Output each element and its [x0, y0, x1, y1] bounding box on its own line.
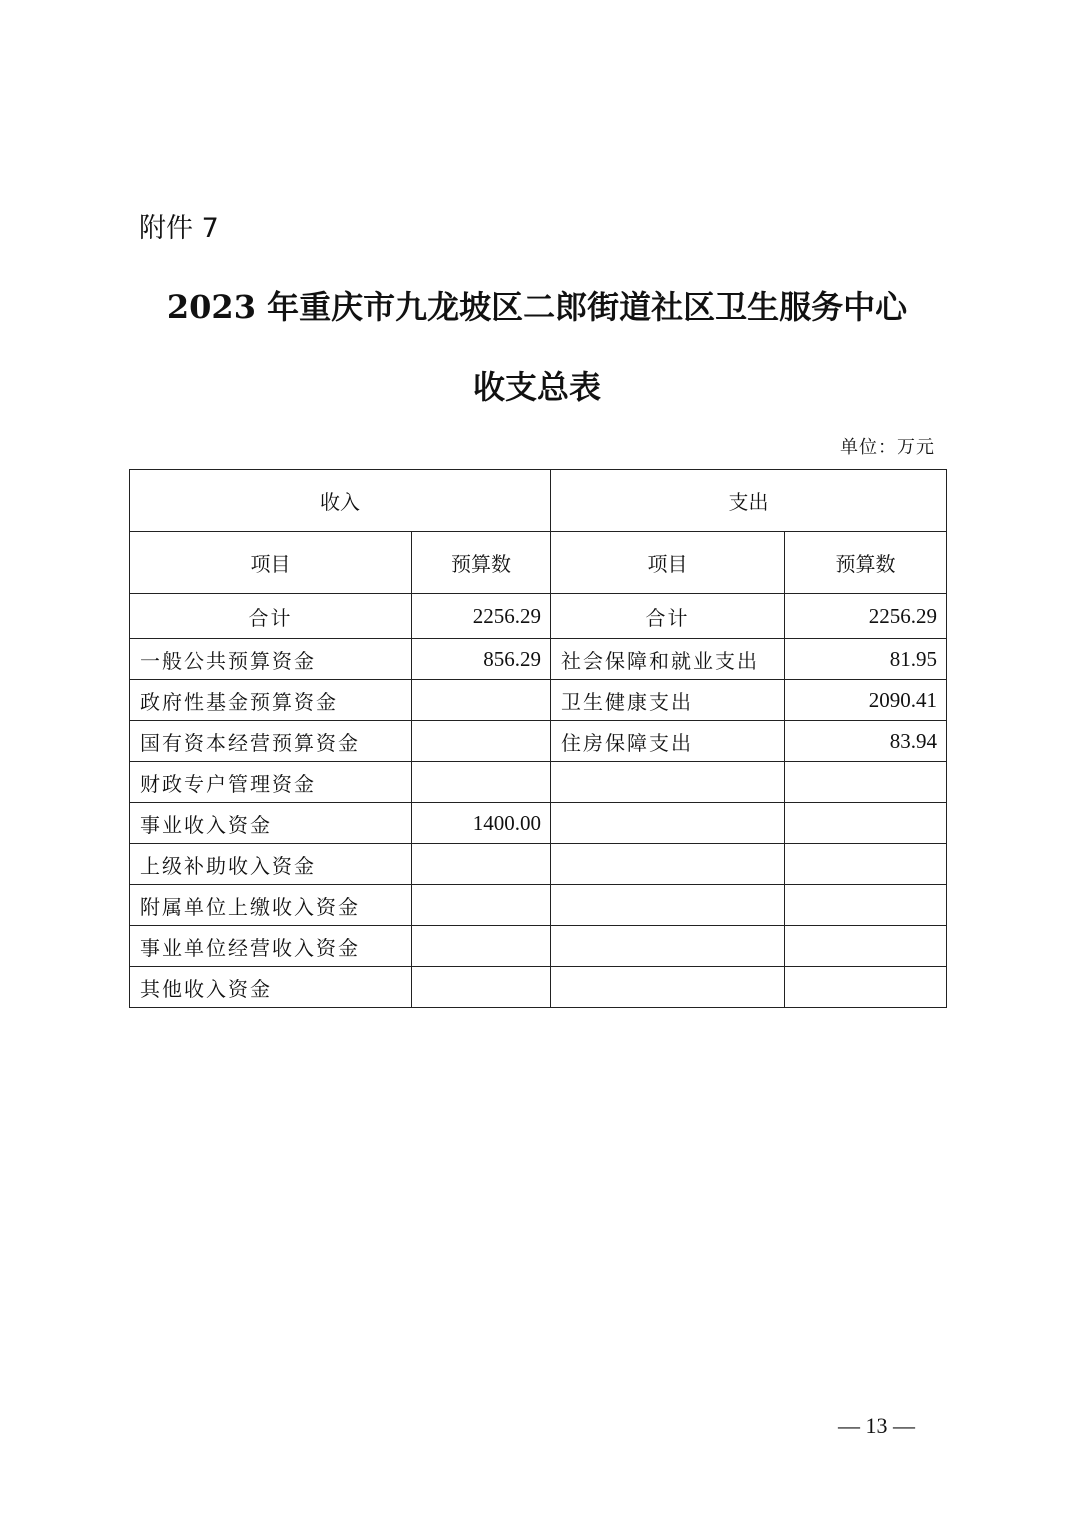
income-item-value	[412, 885, 551, 926]
expense-item-value	[785, 844, 947, 885]
table-row	[130, 926, 947, 967]
unit-label: 单位：万元	[840, 437, 935, 458]
expense-item-value	[785, 803, 947, 844]
expense-item-label	[551, 885, 785, 926]
expense-total-value: 2256.29	[785, 594, 947, 639]
expense-total-label: 合计	[551, 594, 785, 639]
expense-item-value	[785, 926, 947, 967]
expense-item-label	[551, 967, 785, 1008]
income-item-label: 国有资本经营预算资金	[130, 721, 412, 762]
income-item-value	[412, 721, 551, 762]
table-row	[130, 967, 947, 1008]
expense-budget-header: 预算数	[785, 532, 947, 594]
expense-item-value	[785, 967, 947, 1008]
section-header-row	[130, 470, 947, 532]
expense-item-value: 83.94	[785, 721, 947, 762]
income-item-value	[412, 680, 551, 721]
table-row	[130, 639, 947, 680]
income-item-label: 上级补助收入资金	[130, 844, 412, 885]
income-item-label: 一般公共预算资金	[130, 639, 412, 680]
income-item-value	[412, 844, 551, 885]
income-item-value: 856.29	[412, 639, 551, 680]
income-item-label: 事业单位经营收入资金	[130, 926, 412, 967]
table-row	[130, 803, 947, 844]
income-item-value	[412, 926, 551, 967]
income-total-label: 合计	[130, 594, 412, 639]
expense-item-value	[785, 885, 947, 926]
table-row	[130, 680, 947, 721]
page-number: — 13 —	[838, 1413, 915, 1438]
income-total-value: 2256.29	[412, 594, 551, 639]
expense-item-header: 项目	[551, 532, 785, 594]
income-item-label: 政府性基金预算资金	[130, 680, 412, 721]
table-row	[130, 721, 947, 762]
column-header-row	[130, 532, 947, 594]
income-expense-table	[129, 469, 947, 1008]
expense-item-value	[785, 762, 947, 803]
expense-item-label	[551, 844, 785, 885]
table-row	[130, 844, 947, 885]
table-row	[130, 762, 947, 803]
table-body	[130, 470, 947, 1008]
income-header: 收入	[130, 470, 551, 532]
expense-item-label: 社会保障和就业支出	[551, 639, 785, 680]
table-row	[130, 885, 947, 926]
income-item-value	[412, 967, 551, 1008]
income-item-header: 项目	[130, 532, 412, 594]
document-subtitle: 收支总表	[472, 368, 601, 406]
income-item-value	[412, 762, 551, 803]
expense-item-label	[551, 926, 785, 967]
income-budget-header: 预算数	[412, 532, 551, 594]
document-title: 2023 年重庆市九龙坡区二郎街道社区卫生服务中心	[166, 288, 908, 326]
expense-item-label: 住房保障支出	[551, 721, 785, 762]
income-item-label: 其他收入资金	[130, 967, 412, 1008]
expense-item-value: 2090.41	[785, 680, 947, 721]
income-item-label: 事业收入资金	[130, 803, 412, 844]
expense-header: 支出	[551, 470, 947, 532]
expense-item-value: 81.95	[785, 639, 947, 680]
expense-item-label: 卫生健康支出	[551, 680, 785, 721]
total-row	[130, 594, 947, 639]
income-item-label: 财政专户管理资金	[130, 762, 412, 803]
expense-item-label	[551, 803, 785, 844]
expense-item-label	[551, 762, 785, 803]
attachment-label: 附件 7	[139, 213, 219, 244]
income-item-value: 1400.00	[412, 803, 551, 844]
income-item-label: 附属单位上缴收入资金	[130, 885, 412, 926]
